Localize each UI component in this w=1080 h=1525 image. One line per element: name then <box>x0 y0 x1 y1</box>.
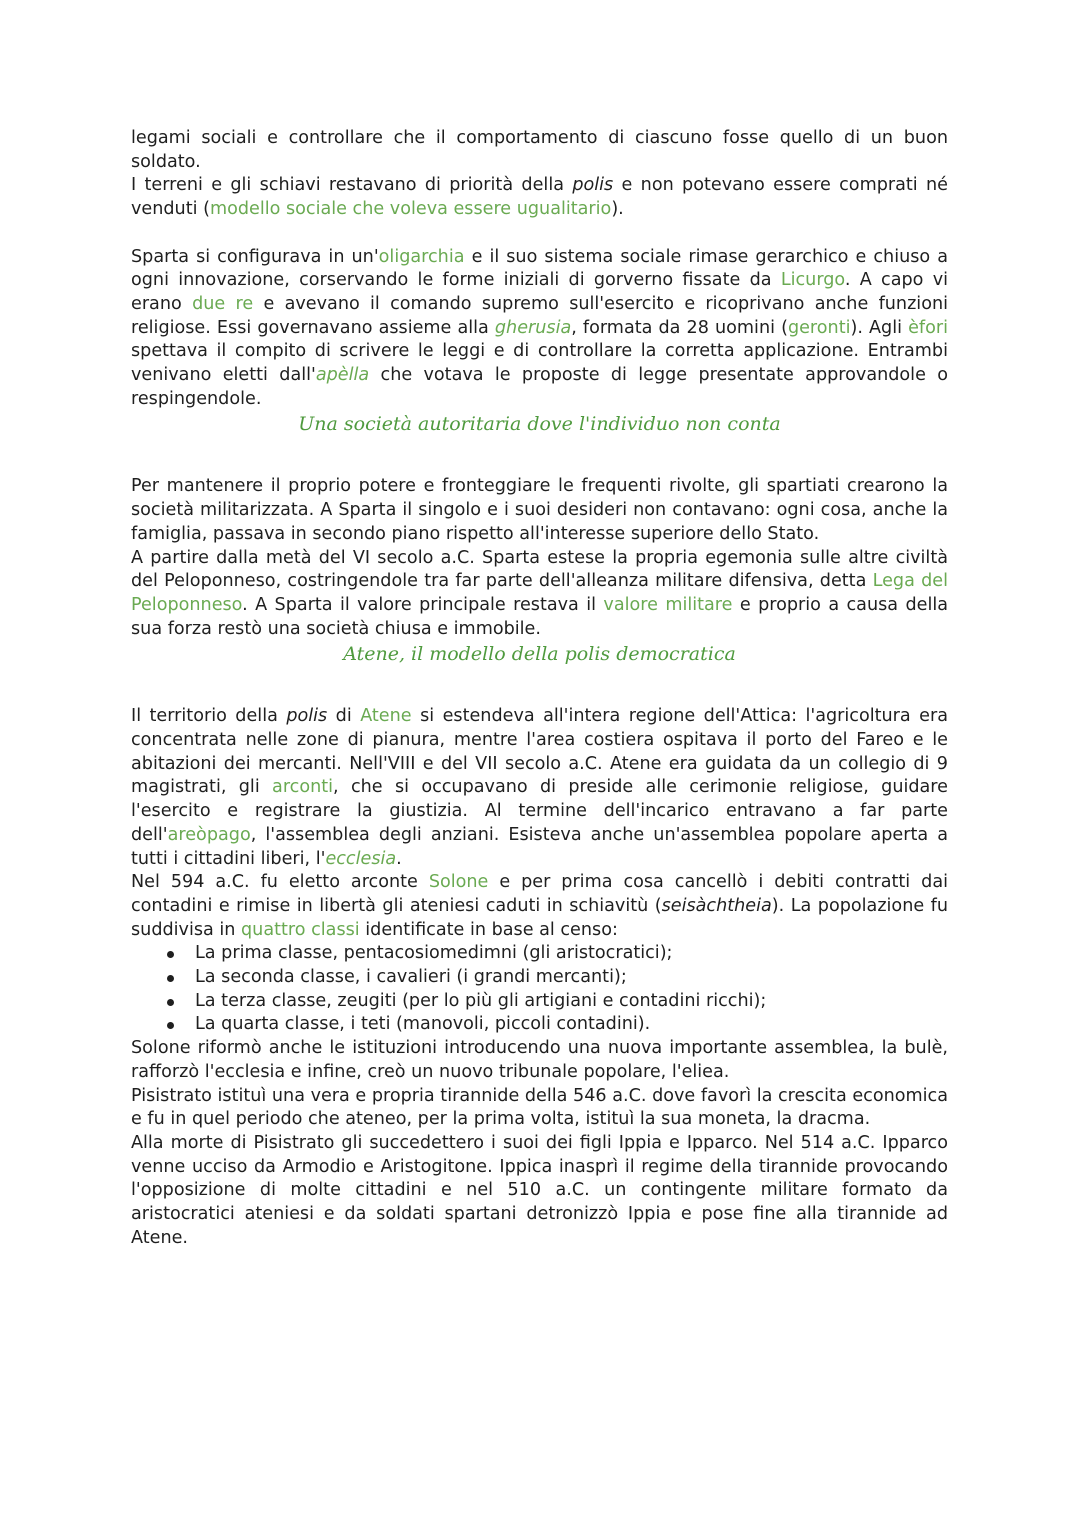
paragraph-ippia-ipparco: Alla morte di Pisistrato gli succedettero i suoi dei figli Ippia e Ipparco. Nel 514 a.C. Ipparco venne ucciso da Armodio e Aristogitone. Ippica inasprì il regime della tirannide provocando l'opposizione di molte cittadini e nel 510 a.C. un contingente militare formato da aristocratici ateniesi e da soldati spartani detronizzò Ippia e pose fine alla tirannide ad Atene. <box>131 1133 948 1248</box>
list-item: La seconda classe, i cavalieri (i grandi mercanti); <box>167 966 948 990</box>
term-solone: Solone <box>428 872 489 893</box>
bullet-icon <box>167 975 174 982</box>
term-oligarchia: oligarchia <box>378 246 465 267</box>
term-efori: èfori <box>908 317 948 338</box>
term-polis: polis <box>572 175 614 196</box>
highlight-modello-sociale: modello sociale che voleva essere ugualitario <box>209 199 612 220</box>
bullet-icon <box>167 999 174 1006</box>
section-heading-societa-autoritaria: Una società autoritaria dove l'individuo non conta <box>298 413 781 436</box>
spacer <box>131 667 948 705</box>
paragraph-terreni: I terreni e gli schiavi restavano di priorità della polis e non potevano essere comprati né venduti (modello sociale che voleva essere ugualitario). <box>131 175 948 220</box>
term-licurgo: Licurgo <box>780 270 845 291</box>
term-areopago: areòpago <box>167 824 251 845</box>
paragraph-solone: Nel 594 a.C. fu eletto arconte Solone e per prima cosa cancellò i debiti contratti dai contadini e rimise in libertà gli ateniesi caduti in schiavitù (seisàchtheia). La popolazione fu suddivisa in quattro classi identificate in base al censo: <box>131 872 948 940</box>
paragraph-atene-territorio: Il territorio della polis di Atene si estendeva all'intera regione dell'Attica: l'agricoltura era concentrata nelle zone di pianura, mentre l'area costiera ospitava il porto del Fareo e le abitazioni dei mercanti. Nell'VIII e del VII secolo a.C. Atene era guidata da un collegio di 9 magistrati, gli arconti, che si occupavano di preside alle cerimonie religiose, guidare l'esercito e registrare la giustizia. Al termine dell'incarico entravano a far parte dell'areòpago, l'assemblea degli anziani. Esisteva anche un'assemblea popolare aperta a tutti i cittadini liberi, l'ecclesia. <box>131 706 948 869</box>
term-lega-peloponneso: Lega del Peloponneso <box>131 571 948 615</box>
paragraph-societa-militarizzata: Per mantenere il proprio potere e fronteggiare le frequenti rivolte, gli spartiati crearono la società militarizzata. A Sparta il singolo e i suoi desideri non contavano: ogni cosa, anche la famiglia, passava in secondo piano rispetto all'interesse superiore dello Stato. <box>131 476 948 544</box>
spacer <box>131 222 948 246</box>
paragraph-legami: legami sociali e controllare che il comportamento di ciascuno fosse quello di un buon soldato. <box>131 128 948 172</box>
term-valore-militare: valore militare <box>603 594 733 615</box>
bullet-icon <box>167 1022 174 1029</box>
paragraph-egemonia: A partire dalla metà del VI secolo a.C. Sparta estese la propria egemonia sulle altre civiltà del Peloponneso, costringendole tra far parte dell'alleanza militare difensiva, detta Lega del Peloponneso. A Sparta il valore principale restava il valore militare e proprio a causa della sua forza restò una società chiusa e immobile. <box>131 547 948 639</box>
term-quattro-classi: quattro classi <box>241 919 360 940</box>
list-item: La quarta classe, i teti (manovoli, piccoli contadini). <box>167 1013 948 1037</box>
term-arconti: arconti <box>272 777 334 798</box>
term-polis: polis <box>286 706 328 727</box>
term-geronti: geronti <box>787 317 851 338</box>
term-seisachtheia: seisàchtheia <box>661 895 772 916</box>
spacer <box>131 437 948 475</box>
paragraph-solone-riforme: Solone riformò anche le istituzioni introducendo una nuova importante assemblea, la bulè, rafforzò l'ecclesia e infine, creò un nuovo tribunale popolare, l'eliea. <box>131 1038 948 1082</box>
term-gherusia: gherusia <box>494 317 572 338</box>
document-page <box>131 127 948 1251</box>
term-due-re: due re <box>192 293 254 314</box>
paragraph-sparta-oligarchia: Sparta si configurava in un'oligarchia e il suo sistema sociale rimase gerarchico e chiuso a ogni innovazione, corservando le forme iniziali di gorverno fissate da Licurgo. A capo vi erano due re e avevano il comando supremo sull'esercito e ricoprivano anche funzioni religiose. Essi governavano assieme alla gherusia, formata da 28 uomini (geronti). Agli èfori spettava il compito di scrivere le leggi e di controllare la corretta applicazione. Entrambi venivano eletti dall'apèlla che votava le proposte di legge presentate approvandole o respingendole. <box>131 246 949 409</box>
bullet-icon <box>167 951 174 958</box>
term-atene: Atene <box>360 706 412 727</box>
list-item: La prima classe, pentacosiomedimni (gli aristocratici); <box>167 942 948 966</box>
term-ecclesia: ecclesia <box>325 848 397 869</box>
list-item: La terza classe, zeugiti (per lo più gli artigiani e contadini ricchi); <box>167 990 948 1014</box>
classes-list <box>131 942 948 1037</box>
section-heading-atene: Atene, il modello della polis democratica <box>343 643 736 666</box>
paragraph-pisistrato: Pisistrato istituì una vera e propria tirannide della 546 a.C. dove favorì la crescita economica e fu in quel periodo che ateneo, per la prima volta, istituì la sua moneta, la dracma. <box>131 1085 948 1130</box>
term-apella: apèlla <box>315 365 370 386</box>
